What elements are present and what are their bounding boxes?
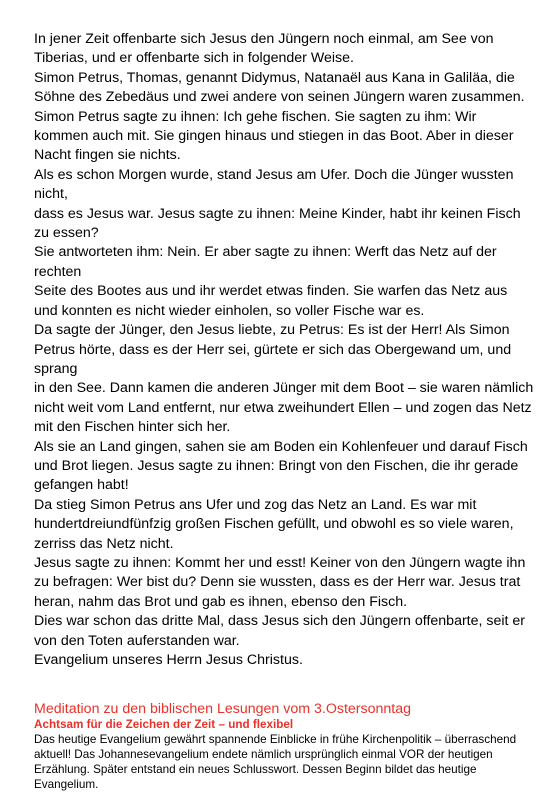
- gospel-line: Sie antworteten ihm: Nein. Er aber sagte zu ihnen: Werft das Netz auf der rechten: [34, 244, 497, 280]
- meditation-subheading: Achtsam für die Zeichen der Zeit – und flexibel: [34, 718, 294, 732]
- meditation-heading: Meditation zu den biblischen Lesungen vom 3.Ostersonntag: [34, 701, 411, 718]
- gospel-text: [34, 30, 534, 670]
- gospel-line: Simon Petrus, Thomas, genannt Didymus, Natanaël aus Kana in Galiläa, die Söhne des Zebedäus und zwei andere von seinen Jüngern waren zusammen. Simon Petrus sagte zu ihnen: Ich gehe fischen. Sie sagten zu ihm: Wir kommen auch mit. Sie gingen hinaus und stiegen in das Boot. Aber in dieser Nacht fingen sie nichts.: [34, 69, 525, 164]
- gospel-line: Da stieg Simon Petrus ans Ufer und zog das Netz an Land. Es war mit hundertdreiundfünfzig großen Fischen gefüllt, und obwohl es so viele waren, zerriss das Netz nicht.: [34, 496, 514, 552]
- gospel-line: Als sie an Land gingen, sahen sie am Boden ein Kohlenfeuer und darauf Fisch und Brot liegen. Jesus sagte zu ihnen: Bringt von den Fischen, die ihr gerade gefangen habt!: [34, 438, 528, 494]
- gospel-line: in den See. Dann kamen die anderen Jünger mit dem Boot – sie waren nämlich nicht weit vom Land entfernt, nur etwa zweihundert Ellen – und zogen das Netz mit den Fischen hinter sich her.: [34, 380, 534, 436]
- gospel-line: In jener Zeit offenbarte sich Jesus den Jüngern noch einmal, am See von Tiberias, und er offenbarte sich in folgender Weise.: [34, 31, 494, 67]
- meditation-section: [34, 700, 534, 792]
- gospel-line: dass es Jesus war. Jesus sagte zu ihnen: Meine Kinder, habt ihr keinen Fisch zu essen?: [34, 205, 521, 242]
- gospel-closing: Evangelium unseres Herrn Jesus Christus.: [34, 652, 303, 668]
- meditation-body: Das heutige Evangelium gewährt spannende Einblicke in frühe Kirchenpolitik – überraschend aktuell! Das Johannesevangelium endete nämlich ursprünglich einmal VOR der heutigen Erzählung. Später entstand ein neues Schlusswort. Dessen Beginn bildet das heutige Evangelium.: [34, 733, 517, 791]
- document-page: [34, 30, 534, 792]
- gospel-line: Jesus sagte zu ihnen: Kommt her und esst! Keiner von den Jüngern wagte ihn zu befragen: Wer bist du? Denn sie wussten, dass es der Herr war. Jesus trat heran, nahm das Brot und gab es ihnen, ebenso den Fisch.: [34, 554, 526, 610]
- gospel-line: Seite des Bootes aus und ihr werdet etwas finden. Sie warfen das Netz aus und konnten es nicht wieder einholen, so voller Fische war es.: [34, 283, 508, 319]
- gospel-line: Da sagte der Jünger, den Jesus liebte, zu Petrus: Es ist der Herr! Als Simon Petrus hörte, dass es der Herr sei, gürtete er sich das Obergewand um, und sprang: [34, 322, 512, 377]
- gospel-line: Als es schon Morgen wurde, stand Jesus am Ufer. Doch die Jünger wussten nicht,: [34, 166, 514, 203]
- gospel-line: Dies war schon das dritte Mal, dass Jesus sich den Jüngern offenbarte, seit er von den Toten auferstanden war.: [34, 613, 526, 649]
